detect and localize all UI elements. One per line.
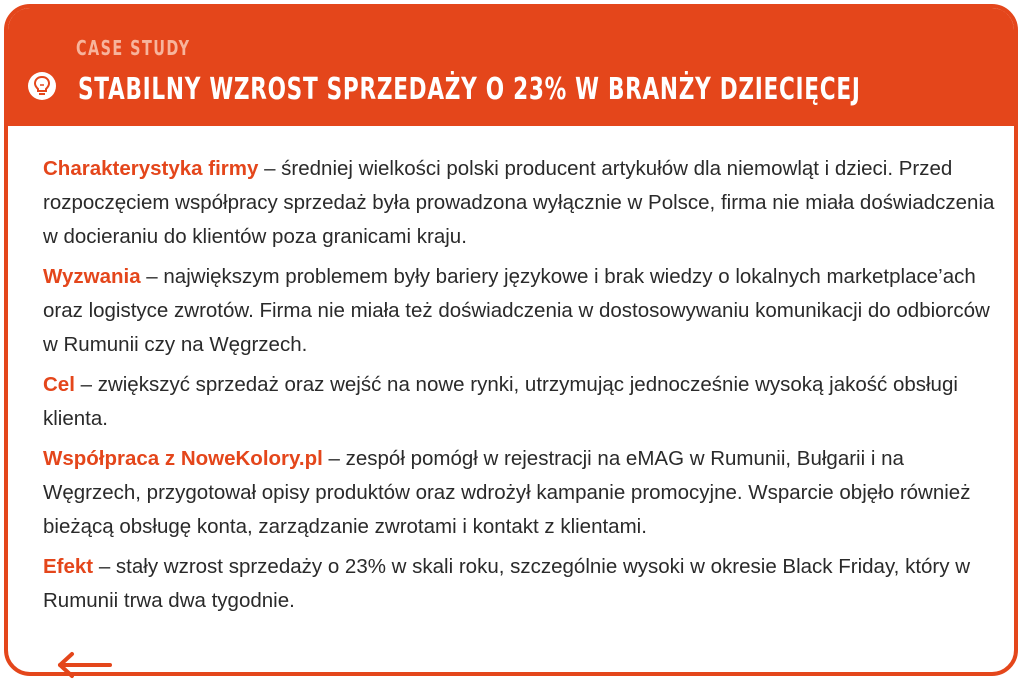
section-keyword: Efekt — [43, 555, 94, 578]
section-keyword: Wyzwania — [43, 265, 141, 288]
header-banner — [8, 8, 1014, 126]
section-keyword: Cel — [43, 373, 75, 396]
section-text: – największym problemem były bariery językowe i brak wiedzy o lokalnych marketplace’ach oraz logistyce zwrotów. Firma nie miała też doświadczenia w dostosowywaniu komunikacji do odbiorców w Rumunii czy na Węgrzech. — [43, 265, 990, 356]
body-text — [43, 152, 1003, 624]
section-company-profile — [43, 152, 1003, 254]
lightbulb-icon — [28, 72, 56, 100]
section-result — [43, 550, 1003, 618]
arrow-left-icon — [52, 650, 112, 680]
section-keyword: Charakterystyka firmy — [43, 157, 259, 180]
section-keyword: Współpraca z NoweKolory.pl — [43, 447, 323, 470]
content-panel — [16, 126, 1006, 644]
case-study-card — [4, 4, 1018, 676]
case-study-label: CASE STUDY — [76, 36, 191, 60]
section-goal — [43, 368, 1003, 436]
section-text: – średniej wielkości polski producent artykułów dla niemowląt i dzieci. Przed rozpoczęciem współpracy sprzedaż była prowadzona wyłącznie w Polsce, firma nie miała doświadczenia w docieraniu do klientów poza granicami kraju. — [43, 157, 995, 248]
section-text: – zwiększyć sprzedaż oraz wejść na nowe rynki, utrzymując jednocześnie wysoką jakość obsługi klienta. — [43, 373, 958, 430]
section-challenges — [43, 260, 1003, 362]
section-cooperation — [43, 442, 1003, 544]
section-text: – stały wzrost sprzedaży o 23% w skali roku, szczególnie wysoki w okresie Black Friday, który w Rumunii trwa dwa tygodnie. — [43, 555, 970, 612]
section-text: – zespół pomógł w rejestracji na eMAG w Rumunii, Bułgarii i na Węgrzech, przygotował opisy produktów oraz wdrożył kampanie promocyjne. Wsparcie objęło również bieżącą obsługę konta, zarządzanie zwrotami i kontakt z klientami. — [43, 447, 971, 538]
page-title: STABILNY WZROST SPRZEDAŻY O 23% W BRANŻY DZIECIĘCEJ — [78, 72, 861, 107]
